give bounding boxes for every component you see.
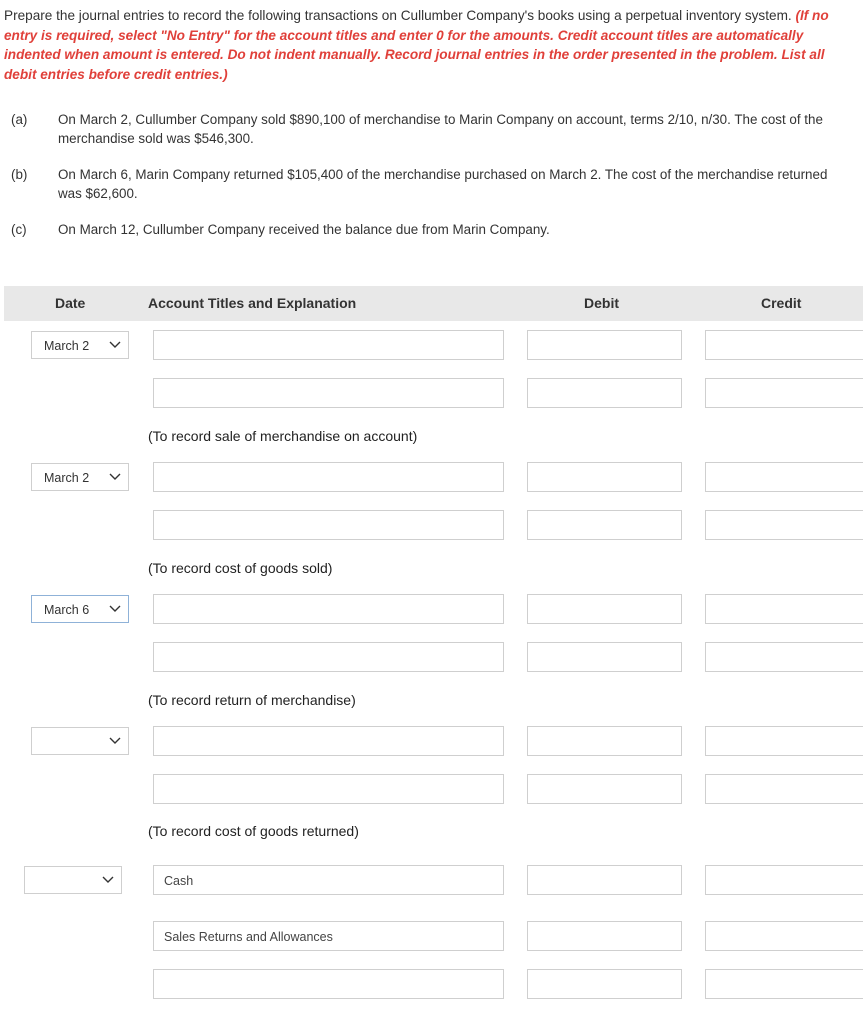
- account-title-value: Sales Returns and Allowances: [164, 930, 333, 944]
- debit-input[interactable]: [527, 330, 682, 360]
- credit-input[interactable]: [705, 642, 863, 672]
- problem-text: On March 2, Cullumber Company sold $890,100 of merchandise to Marin Company on account, terms 2/10, n/30. The cost of the merchandise sold was $546,300.: [58, 112, 823, 146]
- debit-input[interactable]: [527, 510, 682, 540]
- account-title-input[interactable]: [153, 774, 504, 804]
- account-title-input[interactable]: [153, 510, 504, 540]
- instructions-text: Prepare the journal entries to record the following transactions on Cullumber Company's books using a perpetual inventory system.: [4, 8, 792, 23]
- debit-input[interactable]: [527, 921, 682, 951]
- chevron-down-icon: [101, 873, 115, 887]
- problem-c: [0, 220, 863, 240]
- account-header: Account Titles and Explanation: [148, 295, 357, 311]
- debit-input[interactable]: [527, 774, 682, 804]
- problem-text: On March 12, Cullumber Company received the balance due from Marin Company.: [58, 222, 550, 237]
- credit-input[interactable]: [705, 594, 863, 624]
- problem-b: [0, 165, 863, 205]
- date-select[interactable]: [31, 463, 129, 491]
- account-title-input[interactable]: [153, 330, 504, 360]
- date-select-value: March 2: [44, 339, 90, 353]
- chevron-down-icon: [108, 338, 122, 352]
- debit-input[interactable]: [527, 969, 682, 999]
- debit-input[interactable]: [527, 865, 682, 895]
- account-title-input[interactable]: [153, 378, 504, 408]
- problem-label: (a): [11, 112, 28, 127]
- credit-input[interactable]: [705, 969, 863, 999]
- credit-input[interactable]: [705, 378, 863, 408]
- date-select[interactable]: [31, 331, 129, 359]
- instructions: [4, 6, 856, 84]
- date-select-value: March 2: [44, 471, 90, 485]
- credit-input[interactable]: [705, 462, 863, 492]
- credit-input[interactable]: [705, 774, 863, 804]
- problem-label: (c): [11, 222, 27, 237]
- credit-input[interactable]: [705, 726, 863, 756]
- account-title-input[interactable]: [153, 726, 504, 756]
- credit-input[interactable]: [705, 330, 863, 360]
- debit-input[interactable]: [527, 726, 682, 756]
- entry-explanation: (To record return of merchandise): [148, 692, 356, 708]
- debit-input[interactable]: [527, 642, 682, 672]
- account-title-input[interactable]: [153, 642, 504, 672]
- debit-input[interactable]: [527, 462, 682, 492]
- account-title-value: Cash: [164, 874, 194, 888]
- account-title-input[interactable]: [153, 462, 504, 492]
- chevron-down-icon: [108, 470, 122, 484]
- account-title-input[interactable]: [153, 594, 504, 624]
- date-select-value: March 6: [44, 603, 90, 617]
- credit-header: Credit: [761, 295, 802, 311]
- entry-explanation: (To record cost of goods returned): [148, 823, 359, 839]
- date-select[interactable]: [31, 595, 129, 623]
- account-title-input[interactable]: [153, 865, 504, 895]
- account-title-input[interactable]: [153, 969, 504, 999]
- entry-explanation: (To record cost of goods sold): [148, 560, 333, 576]
- chevron-down-icon: [108, 602, 122, 616]
- account-title-input[interactable]: [153, 921, 504, 951]
- problem-a: [0, 110, 863, 150]
- credit-input[interactable]: [705, 865, 863, 895]
- debit-input[interactable]: [527, 378, 682, 408]
- credit-input[interactable]: [705, 921, 863, 951]
- date-select[interactable]: [31, 727, 129, 755]
- credit-input[interactable]: [705, 510, 863, 540]
- problem-label: (b): [11, 167, 28, 182]
- instructions-emphasis: (If no entry is required, select "No Entry" for the account titles and enter 0 for the amounts. Credit account titles are automatically indented when amount is entered. Do not indent manually. Record journal entries in the order presented in the problem. List all debit entries before credit entries.): [4, 8, 829, 82]
- date-select[interactable]: [24, 866, 122, 894]
- debit-header: Debit: [584, 295, 619, 311]
- debit-input[interactable]: [527, 594, 682, 624]
- journal-table-header: [4, 286, 863, 321]
- entry-explanation: (To record sale of merchandise on account): [148, 428, 418, 444]
- chevron-down-icon: [108, 734, 122, 748]
- date-header: Date: [55, 295, 86, 311]
- problem-text: On March 6, Marin Company returned $105,400 of the merchandise purchased on March 2. The cost of the merchandise returned was $62,600.: [58, 167, 828, 201]
